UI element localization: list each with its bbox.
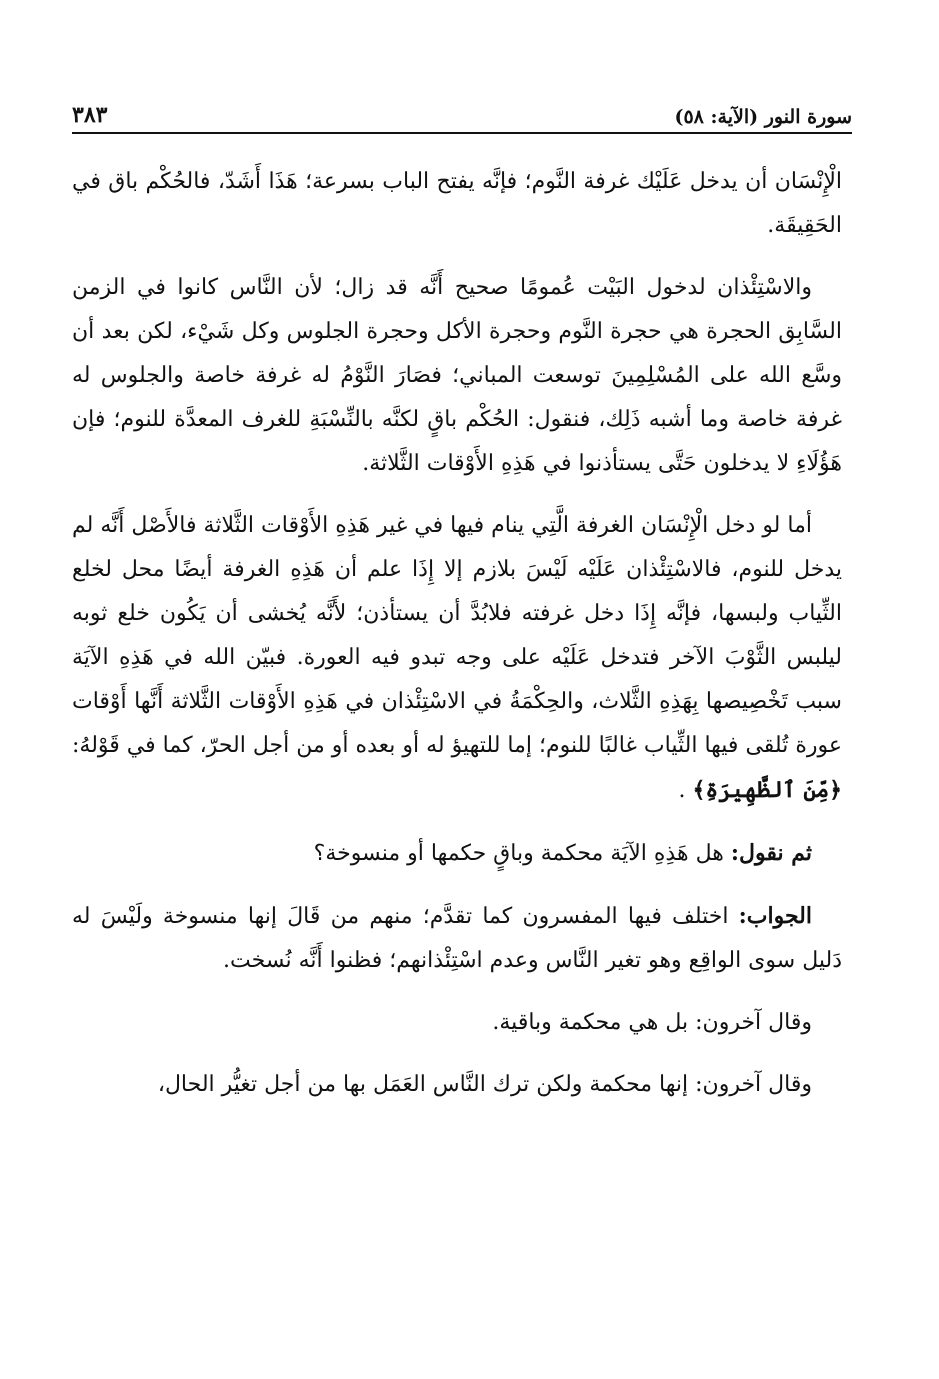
lead-in: الجواب: xyxy=(738,903,812,929)
paragraph-question: ثم نقول: هل هَذِهِ الآيَة محكمة وباقٍ حكمها أو منسوخة؟ xyxy=(313,840,812,866)
header-rule xyxy=(72,132,852,134)
paragraph-7: وقال آخرون: إنها محكمة ولكن ترك النَّاس العَمَل بها من أجل تغيُّر الحال، xyxy=(157,1072,812,1097)
paragraph-3: أما لو دخل الْإِنْسَان الغرفة الَّتِي ينام فيها في غير هَذِهِ الأَوْقات الثَّلاثة فالأَصْل أَنَّه لم يدخل للنوم، فالاسْتِئْذان عَلَيْه لَيْسَ بلازم إلا إِذَا علم أن هَذِهِ الغرفة أيضًا محل لخلع الثِّياب ولبسها، فإنَّه إِذَا دخل غرفته فلابُدَّ أن يستأذن؛ لأَنَّه يُخشى أن يَكُون خلع ثوبه ليلبس الثَّوْبَ الآخر فتدخل عَلَيْه على وجه تبدو فيه العورة. فبيّن الله في هَذِهِ الآيَة سبب تَخْصِيصها بِهَذِهِ الثَّلاث، والحِكْمَةُ في الاسْتِئْذان في هَذِهِ الأَوْقات الثَّلاثة أَنَّها أَوْقات عورة تُلقى فيها الثِّياب غالبًا للنوم؛ إما للتهيؤ له أو بعده أو من أجل الحرّ، كما في قَوْلهُ: ﴿مِّنَ ٱلظَّهِيرَةِ﴾ . xyxy=(72,513,842,803)
page-header xyxy=(72,92,852,128)
lead-in: ثم نقول: xyxy=(730,840,812,866)
paragraph-1: الْإِنْسَان أن يدخل عَلَيْك غرفة النَّوم؛ فإنَّه يفتح الباب بسرعة؛ هَذَا أَشَدّ، فالحُكْم باق في الحَقِيقَة. xyxy=(72,169,842,238)
paragraph-6: وقال آخرون: بل هي محكمة وباقية. xyxy=(492,1010,812,1035)
page-body xyxy=(72,160,842,1125)
paragraph-answer: الجواب: اختلف فيها المفسرون كما تقدَّم؛ منهم من قَالَ إنها منسوخة ولَيْسَ له دَليل سوى الواقِع وهو تغير النَّاس وعدم اسْتِئْذانهم؛ فظنوا أَنَّه نُسخت. xyxy=(72,903,842,973)
paragraph-2: والاسْتِئْذان لدخول البَيْت عُمومًا صحيح أَنَّه قد زال؛ لأن النَّاس كانوا في الزمن السَّابِق الحجرة هي حجرة النَّوم وحجرة الأكل وحجرة الجلوس وكل شَيْء، لكن بعد أن وسَّع الله على المُسْلِمِينَ توسعت المباني؛ فصَارَ النَّوْمُ له غرفة خاصة والجلوس له غرفة خاصة وما أشبه ذَلِك، فنقول: الحُكْم باقٍ لكنَّه بالنِّسْبَةِ للغرف المعدَّة للنوم؛ فإن هَؤُلَاءِ لا يدخلون حَتَّى يستأذنوا في هَذِهِ الأَوْقات الثَّلاثة. xyxy=(72,275,843,476)
surah-title: سورة النور (الآية: ٥٨) xyxy=(674,106,852,128)
page-number: ٣٨٣ xyxy=(72,102,108,128)
quran-quote: ﴿مِّنَ ٱلظَّهِيرَةِ﴾ xyxy=(692,777,842,803)
